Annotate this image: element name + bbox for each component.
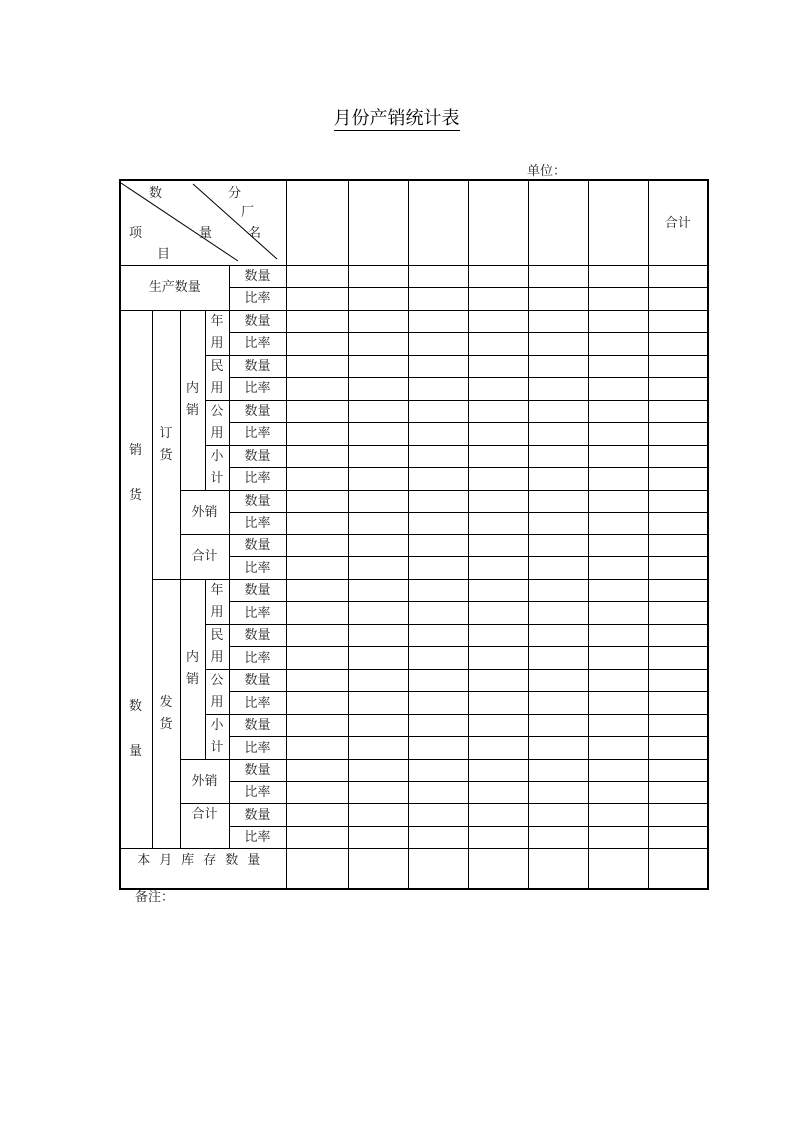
data-cell[interactable] — [468, 310, 528, 333]
total-cell[interactable] — [648, 266, 708, 288]
total-cell[interactable] — [648, 288, 708, 310]
data-cell[interactable] — [528, 826, 588, 848]
data-cell[interactable] — [588, 804, 648, 826]
total-cell[interactable] — [648, 714, 708, 737]
row-label-shipment: 发货 — [152, 579, 180, 848]
total-cell[interactable] — [648, 737, 708, 760]
data-cell[interactable] — [348, 423, 408, 446]
data-cell[interactable] — [408, 848, 468, 889]
diagonal-lines-icon — [121, 181, 287, 265]
data-cell[interactable] — [408, 423, 468, 446]
metric-ratio: 比率 — [229, 647, 286, 670]
row-label-annual-use: 年用 — [205, 579, 229, 624]
total-cell[interactable] — [648, 355, 708, 378]
data-cell[interactable] — [528, 288, 588, 310]
total-cell[interactable] — [648, 804, 708, 826]
metric-quantity: 数量 — [229, 714, 286, 737]
row-label-subtotal: 小计 — [205, 445, 229, 490]
data-cell[interactable] — [528, 669, 588, 692]
data-cell[interactable] — [528, 468, 588, 491]
metric-quantity: 数量 — [229, 355, 286, 378]
factory-column-header[interactable] — [528, 180, 588, 266]
data-cell[interactable] — [588, 579, 648, 602]
data-cell[interactable] — [348, 647, 408, 670]
total-cell[interactable] — [648, 333, 708, 356]
data-cell[interactable] — [468, 445, 528, 468]
total-cell[interactable] — [648, 692, 708, 715]
data-cell[interactable] — [286, 759, 348, 781]
data-cell[interactable] — [286, 826, 348, 848]
data-cell[interactable] — [286, 535, 348, 557]
data-cell[interactable] — [528, 804, 588, 826]
metric-quantity: 数量 — [229, 804, 286, 826]
data-cell[interactable] — [348, 288, 408, 310]
data-cell[interactable] — [286, 266, 348, 288]
data-cell[interactable] — [408, 378, 468, 401]
data-cell[interactable] — [468, 512, 528, 534]
total-cell[interactable] — [648, 535, 708, 557]
metric-quantity: 数量 — [229, 535, 286, 557]
factory-column-header[interactable] — [286, 180, 348, 266]
data-cell[interactable] — [286, 669, 348, 692]
metric-quantity: 数量 — [229, 579, 286, 602]
data-cell[interactable] — [408, 266, 468, 288]
metric-ratio: 比率 — [229, 826, 286, 848]
data-cell[interactable] — [348, 669, 408, 692]
data-cell[interactable] — [588, 512, 648, 534]
data-cell[interactable] — [348, 355, 408, 378]
header-label-item: 项 — [129, 226, 143, 241]
sales-statistics-table — [119, 179, 709, 890]
data-cell[interactable] — [348, 310, 408, 333]
metric-quantity: 数量 — [229, 310, 286, 333]
total-cell[interactable] — [648, 647, 708, 670]
data-cell[interactable] — [468, 355, 528, 378]
metric-ratio: 比率 — [229, 468, 286, 491]
metric-quantity: 数量 — [229, 669, 286, 692]
data-cell[interactable] — [408, 355, 468, 378]
data-cell[interactable] — [588, 355, 648, 378]
data-cell[interactable] — [348, 826, 408, 848]
row-label-export: 外销 — [180, 490, 229, 535]
data-cell[interactable] — [408, 692, 468, 715]
data-cell[interactable] — [528, 759, 588, 781]
row-label-export: 外销 — [180, 759, 229, 804]
factory-column-header[interactable] — [468, 180, 528, 266]
metric-ratio: 比率 — [229, 557, 286, 579]
data-cell[interactable] — [348, 468, 408, 491]
data-cell[interactable] — [468, 669, 528, 692]
data-cell[interactable] — [528, 579, 588, 602]
data-cell[interactable] — [286, 714, 348, 737]
data-cell[interactable] — [348, 759, 408, 781]
data-cell[interactable] — [468, 378, 528, 401]
total-cell[interactable] — [648, 782, 708, 804]
metric-ratio: 比率 — [229, 333, 286, 356]
header-label-factory: 厂 — [241, 205, 255, 220]
data-cell[interactable] — [588, 266, 648, 288]
header-label-quantity: 数 — [149, 186, 163, 201]
total-cell[interactable] — [648, 468, 708, 491]
total-cell[interactable] — [648, 445, 708, 468]
metric-ratio: 比率 — [229, 692, 286, 715]
data-cell[interactable] — [348, 535, 408, 557]
data-cell[interactable] — [588, 782, 648, 804]
data-cell[interactable] — [528, 423, 588, 446]
data-cell[interactable] — [286, 557, 348, 579]
data-cell[interactable] — [348, 804, 408, 826]
data-cell[interactable] — [286, 378, 348, 401]
metric-ratio: 比率 — [229, 378, 286, 401]
data-cell[interactable] — [588, 535, 648, 557]
total-cell[interactable] — [648, 378, 708, 401]
data-cell[interactable] — [468, 490, 528, 512]
data-cell[interactable] — [528, 535, 588, 557]
data-cell[interactable] — [468, 826, 528, 848]
note-label: 备注： — [135, 890, 175, 905]
data-cell[interactable] — [408, 310, 468, 333]
header-label-factory: 名 — [248, 226, 262, 241]
data-cell[interactable] — [528, 848, 588, 889]
data-cell[interactable] — [408, 826, 468, 848]
data-cell[interactable] — [588, 310, 648, 333]
data-cell[interactable] — [528, 333, 588, 356]
diagonal-header-cell — [120, 180, 286, 266]
total-cell[interactable] — [648, 512, 708, 534]
data-cell[interactable] — [408, 669, 468, 692]
data-cell[interactable] — [468, 624, 528, 647]
data-cell[interactable] — [408, 535, 468, 557]
total-cell[interactable] — [648, 602, 708, 625]
data-cell[interactable] — [528, 714, 588, 737]
data-cell[interactable] — [528, 400, 588, 423]
metric-ratio: 比率 — [229, 737, 286, 760]
metric-ratio: 比率 — [229, 288, 286, 310]
data-cell[interactable] — [408, 400, 468, 423]
total-cell[interactable] — [648, 310, 708, 333]
data-cell[interactable] — [468, 333, 528, 356]
data-cell[interactable] — [528, 378, 588, 401]
data-cell[interactable] — [528, 602, 588, 625]
data-cell[interactable] — [588, 378, 648, 401]
metric-ratio: 比率 — [229, 602, 286, 625]
data-cell[interactable] — [348, 557, 408, 579]
data-cell[interactable] — [408, 759, 468, 781]
data-cell[interactable] — [528, 692, 588, 715]
data-cell[interactable] — [588, 848, 648, 889]
data-cell[interactable] — [286, 355, 348, 378]
data-cell[interactable] — [408, 490, 468, 512]
metric-quantity: 数量 — [229, 266, 286, 288]
data-cell[interactable] — [588, 445, 648, 468]
data-cell[interactable] — [286, 848, 348, 889]
data-cell[interactable] — [588, 333, 648, 356]
row-label-total: 合计 — [180, 535, 229, 580]
total-cell[interactable] — [648, 490, 708, 512]
document-title: 月份产销统计表 — [333, 108, 460, 129]
data-cell[interactable] — [286, 602, 348, 625]
data-cell[interactable] — [348, 490, 408, 512]
data-cell[interactable] — [408, 804, 468, 826]
data-cell[interactable] — [588, 692, 648, 715]
data-cell[interactable] — [348, 624, 408, 647]
row-label-total: 合计 — [180, 804, 229, 849]
data-cell[interactable] — [588, 400, 648, 423]
data-cell[interactable] — [348, 714, 408, 737]
data-cell[interactable] — [286, 692, 348, 715]
row-label-sales-quantity: 销 货 数 量 — [120, 310, 152, 848]
data-cell[interactable] — [286, 423, 348, 446]
data-cell[interactable] — [408, 445, 468, 468]
total-column-header: 合计 — [648, 180, 708, 266]
total-cell[interactable] — [648, 557, 708, 579]
data-cell[interactable] — [408, 468, 468, 491]
data-cell[interactable] — [286, 468, 348, 491]
data-cell[interactable] — [468, 557, 528, 579]
data-cell[interactable] — [468, 579, 528, 602]
data-cell[interactable] — [588, 737, 648, 760]
data-cell[interactable] — [528, 445, 588, 468]
data-cell[interactable] — [468, 647, 528, 670]
data-cell[interactable] — [588, 759, 648, 781]
data-cell[interactable] — [348, 737, 408, 760]
row-label-inventory: 本月库存数量 — [120, 848, 286, 889]
data-cell[interactable] — [468, 759, 528, 781]
data-cell[interactable] — [588, 714, 648, 737]
data-cell[interactable] — [286, 737, 348, 760]
data-cell[interactable] — [408, 714, 468, 737]
data-cell[interactable] — [408, 602, 468, 625]
data-cell[interactable] — [408, 512, 468, 534]
data-cell[interactable] — [528, 310, 588, 333]
data-cell[interactable] — [286, 804, 348, 826]
factory-column-header[interactable] — [348, 180, 408, 266]
data-cell[interactable] — [528, 490, 588, 512]
data-cell[interactable] — [468, 848, 528, 889]
data-cell[interactable] — [588, 423, 648, 446]
data-cell[interactable] — [286, 400, 348, 423]
data-cell[interactable] — [588, 826, 648, 848]
metric-quantity: 数量 — [229, 490, 286, 512]
data-cell[interactable] — [348, 602, 408, 625]
row-label-public-use: 公用 — [205, 669, 229, 714]
data-cell[interactable] — [588, 647, 648, 670]
data-cell[interactable] — [468, 692, 528, 715]
total-cell[interactable] — [648, 669, 708, 692]
data-cell[interactable] — [528, 737, 588, 760]
data-cell[interactable] — [286, 288, 348, 310]
data-cell[interactable] — [286, 333, 348, 356]
data-cell[interactable] — [348, 782, 408, 804]
data-cell[interactable] — [468, 782, 528, 804]
row-label-order: 订货 — [152, 310, 180, 579]
header-label-quantity: 量 — [199, 226, 213, 241]
data-cell[interactable] — [286, 310, 348, 333]
row-label-civil-use: 民用 — [205, 355, 229, 400]
data-cell[interactable] — [286, 445, 348, 468]
data-cell[interactable] — [528, 266, 588, 288]
row-label-public-use: 公用 — [205, 400, 229, 445]
data-cell[interactable] — [588, 468, 648, 491]
header-label-item: 目 — [157, 247, 171, 262]
data-cell[interactable] — [408, 288, 468, 310]
total-cell[interactable] — [648, 624, 708, 647]
data-cell[interactable] — [588, 557, 648, 579]
data-cell[interactable] — [468, 804, 528, 826]
metric-quantity: 数量 — [229, 445, 286, 468]
row-label-domestic: 内销 — [180, 310, 205, 490]
metric-ratio: 比率 — [229, 423, 286, 446]
data-cell[interactable] — [348, 333, 408, 356]
data-cell[interactable] — [286, 782, 348, 804]
metric-quantity: 数量 — [229, 400, 286, 423]
data-cell[interactable] — [588, 288, 648, 310]
data-cell[interactable] — [408, 333, 468, 356]
factory-column-header[interactable] — [588, 180, 648, 266]
total-cell[interactable] — [648, 759, 708, 781]
total-cell[interactable] — [648, 579, 708, 602]
data-cell[interactable] — [468, 400, 528, 423]
data-cell[interactable] — [588, 490, 648, 512]
factory-column-header[interactable] — [408, 180, 468, 266]
data-cell[interactable] — [286, 512, 348, 534]
total-cell[interactable] — [648, 848, 708, 889]
data-cell[interactable] — [348, 579, 408, 602]
data-cell[interactable] — [468, 288, 528, 310]
data-cell[interactable] — [468, 468, 528, 491]
total-cell[interactable] — [648, 423, 708, 446]
data-cell[interactable] — [588, 602, 648, 625]
data-cell[interactable] — [528, 557, 588, 579]
data-cell[interactable] — [528, 782, 588, 804]
row-label-domestic: 内销 — [180, 579, 205, 759]
data-cell[interactable] — [528, 355, 588, 378]
data-cell[interactable] — [286, 647, 348, 670]
data-cell[interactable] — [528, 647, 588, 670]
data-cell[interactable] — [286, 490, 348, 512]
data-cell[interactable] — [348, 266, 408, 288]
metric-quantity: 数量 — [229, 624, 286, 647]
data-cell[interactable] — [286, 579, 348, 602]
data-cell[interactable] — [528, 624, 588, 647]
total-cell[interactable] — [648, 400, 708, 423]
data-cell[interactable] — [348, 848, 408, 889]
unit-label: 单位： — [527, 164, 567, 179]
metric-ratio: 比率 — [229, 512, 286, 534]
metric-quantity: 数量 — [229, 759, 286, 781]
data-cell[interactable] — [348, 445, 408, 468]
data-cell[interactable] — [468, 423, 528, 446]
data-cell[interactable] — [408, 579, 468, 602]
data-cell[interactable] — [468, 535, 528, 557]
data-cell[interactable] — [408, 647, 468, 670]
header-label-factory: 分 — [228, 186, 242, 201]
row-label-production: 生产数量 — [120, 266, 229, 311]
data-cell[interactable] — [408, 557, 468, 579]
data-cell[interactable] — [348, 692, 408, 715]
data-cell[interactable] — [348, 512, 408, 534]
data-cell[interactable] — [408, 624, 468, 647]
total-cell[interactable] — [648, 826, 708, 848]
metric-ratio: 比率 — [229, 782, 286, 804]
data-cell[interactable] — [468, 737, 528, 760]
data-cell[interactable] — [468, 266, 528, 288]
data-cell[interactable] — [348, 400, 408, 423]
data-cell[interactable] — [408, 782, 468, 804]
data-cell[interactable] — [468, 602, 528, 625]
data-cell[interactable] — [348, 378, 408, 401]
row-label-subtotal: 小计 — [205, 714, 229, 759]
data-cell[interactable] — [468, 714, 528, 737]
data-cell[interactable] — [588, 669, 648, 692]
data-cell[interactable] — [588, 624, 648, 647]
data-cell[interactable] — [286, 624, 348, 647]
row-label-civil-use: 民用 — [205, 624, 229, 669]
row-label-annual-use: 年用 — [205, 310, 229, 355]
data-cell[interactable] — [528, 512, 588, 534]
data-cell[interactable] — [408, 737, 468, 760]
